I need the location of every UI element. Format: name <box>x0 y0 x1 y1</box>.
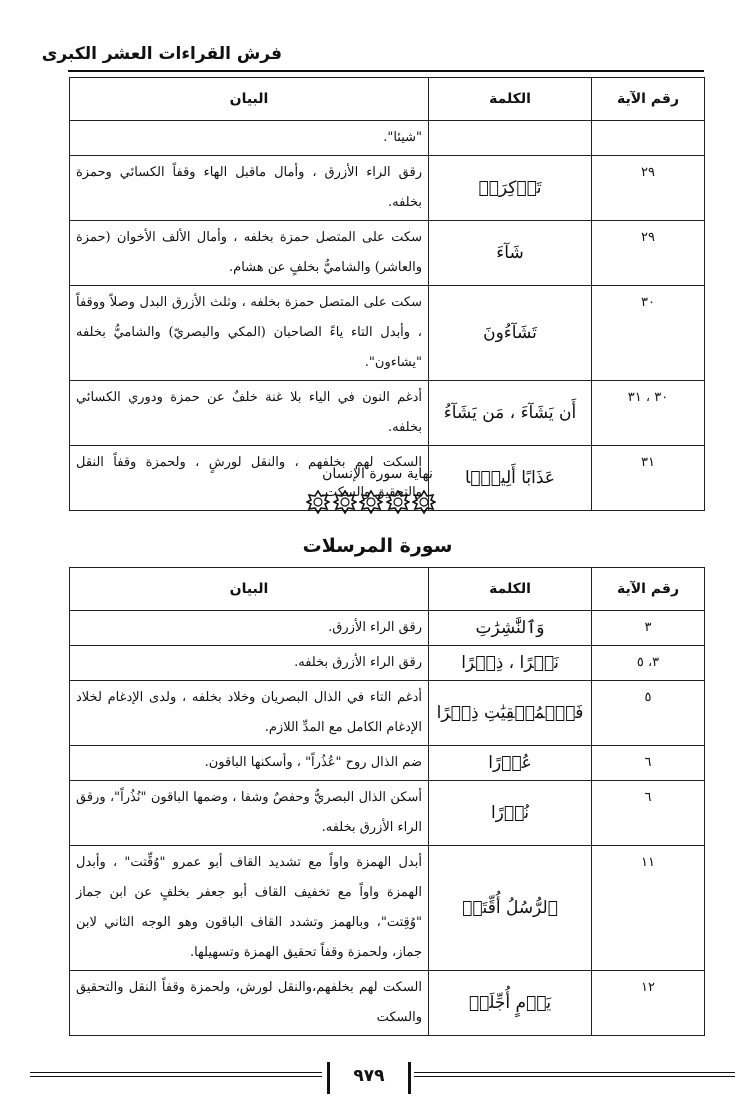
explanation: سكت على المتصل حمزة بخلفه ، وأمال الألف الأخوان (حمزة والعاشر) والشاميُّ بخلفٍ عن هشام. <box>70 221 429 286</box>
quran-word: عُذۡرًا <box>429 746 592 781</box>
explanation: السكت لهم بخلفهم ، والنقل لورشٍ ، ولحمزة وقفاً النقل والتحقيق والسكت. <box>70 446 429 511</box>
footer-rule <box>414 1076 735 1077</box>
explanation: ضم الذال روح "عُذُراً" ، وأسكنها الباقون. <box>70 746 429 781</box>
page-header-title: فرش القراءات العشر الكبرى <box>41 44 282 64</box>
surah-title: سورة المرسلات <box>302 535 453 557</box>
col-header-explanation: البيان <box>70 78 429 121</box>
quran-word: تَذۡكِرَةٞ <box>429 156 592 221</box>
quran-word: يَوۡمٍ أُجِّلَتۡ <box>429 971 592 1036</box>
qiraat-table-insan <box>69 77 705 511</box>
star-ornament-icon <box>359 490 383 514</box>
col-header-explanation: البيان <box>70 568 429 611</box>
surah-end-note: نهاية سورة الإنسان <box>322 466 433 482</box>
quran-word: شَآءَ <box>429 221 592 286</box>
verse-number: ٦ <box>592 781 705 846</box>
table-row <box>70 846 705 971</box>
table-row <box>70 681 705 746</box>
table-row <box>70 381 705 446</box>
col-header-verse-number: رقم الآية <box>592 78 705 121</box>
quran-word: نَشۡرًا ، ذِكۡرًا <box>429 646 592 681</box>
quran-word: ٱلرُّسُلُ أُقِّتَتۡ <box>429 846 592 971</box>
explanation: أبدل الهمزة واواً مع تشديد القاف أبو عمرو "وُقِّتت" ، وأبدل الهمزة واواً مع تخفيف القاف أبو جعفر بخلفٍ عن ابن جماز "وُقِتت"، وبالهمز وتشدد القاف الباقون وهو الوجه الثاني لابن جماز، ولحمزة وقفاً تحقيق الهمزة وتسهيلها. <box>70 846 429 971</box>
quran-word: أَن يَشَآءَ ، مَن يَشَآءُ <box>429 381 592 446</box>
star-ornament-icon <box>412 490 436 514</box>
explanation: رقق الراء الأزرق. <box>70 611 429 646</box>
star-ornament-icon <box>306 490 330 514</box>
table-row <box>70 781 705 846</box>
verse-number: ١١ <box>592 846 705 971</box>
footer-rule <box>30 1072 322 1073</box>
col-header-word: الكلمة <box>429 568 592 611</box>
footer-rule <box>414 1072 735 1073</box>
quran-word: نُذۡرًا <box>429 781 592 846</box>
explanation: "شيئا". <box>70 121 429 156</box>
verse-number <box>592 121 705 156</box>
header-rule <box>68 70 704 72</box>
col-header-verse-number: رقم الآية <box>592 568 705 611</box>
table-row <box>70 646 705 681</box>
quran-word: وَٱلنَّٰشِرَٰتِ <box>429 611 592 646</box>
quran-word: تَشَآءُونَ <box>429 286 592 381</box>
explanation: رقق الراء الأزرق ، وأمال ماقبل الهاء وقفاً الكسائي وحمزة بخلفه. <box>70 156 429 221</box>
explanation: سكت على المتصل حمزة بخلفه ، وثلث الأزرق البدل وصلاً ووقفاً ، وأبدل التاء ياءً الصاحبان (المكي والبصريّ) والشاميُّ بخلفه "يشاءون". <box>70 286 429 381</box>
quran-word: عَذَابًا أَلِيمَۢا <box>429 446 592 511</box>
verse-number: ٢٩ <box>592 156 705 221</box>
table-row <box>70 611 705 646</box>
star-ornament-icon <box>386 490 410 514</box>
qiraat-table-mursalat <box>69 567 705 1036</box>
table-row <box>70 121 705 156</box>
table-row <box>70 221 705 286</box>
quran-word <box>429 121 592 156</box>
explanation: رقق الراء الأزرق بخلفه. <box>70 646 429 681</box>
verse-number: ٦ <box>592 746 705 781</box>
verse-number: ٣، ٥ <box>592 646 705 681</box>
explanation: أدغم النون في الياء بلا غنة خلفٌ عن حمزة ودوري الكسائي بخلفه. <box>70 381 429 446</box>
table-header-row <box>70 568 705 611</box>
table-header-row <box>70 78 705 121</box>
verse-number: ٢٩ <box>592 221 705 286</box>
footer-bar <box>408 1062 411 1094</box>
table-row <box>70 971 705 1036</box>
ornament-divider <box>306 490 436 518</box>
table-row <box>70 746 705 781</box>
verse-number: ٣٠ ، ٣١ <box>592 381 705 446</box>
col-header-word: الكلمة <box>429 78 592 121</box>
explanation: السكت لهم بخلفهم،والنقل لورش، ولحمزة وقفاً النقل والتحقيق والسكت <box>70 971 429 1036</box>
page-footer <box>30 1062 735 1096</box>
star-ornament-icon <box>333 490 357 514</box>
footer-rule <box>30 1076 322 1077</box>
explanation: أدغم التاء في الذال البصريان وخلاد بخلفه ، ولدى الإدغام لخلاد الإدغام الكامل مع المدِّ اللازم. <box>70 681 429 746</box>
verse-number: ٥ <box>592 681 705 746</box>
table-row <box>70 286 705 381</box>
verse-number: ٣٠ <box>592 286 705 381</box>
verse-number: ١٢ <box>592 971 705 1036</box>
explanation: أسكن الذال البصريُّ وحفصٌ وشفا ، وضمها الباقون "نُذُراً"، ورقق الراء الأزرق بخلفه. <box>70 781 429 846</box>
page-number: ٩٧٩ <box>353 1066 385 1086</box>
verse-number: ٣١ <box>592 446 705 511</box>
verse-number: ٣ <box>592 611 705 646</box>
table-row <box>70 156 705 221</box>
quran-word: فَٱلۡمُلۡقِيَٰتِ ذِكۡرًا <box>429 681 592 746</box>
